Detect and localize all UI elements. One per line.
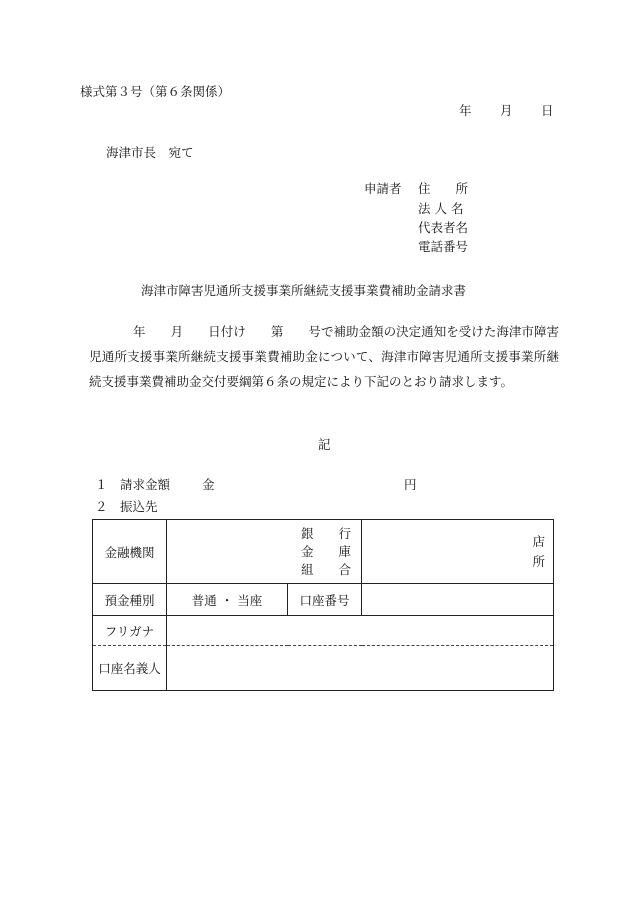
applicant-representative-label: 代表者名 — [418, 220, 469, 235]
ki-heading: 記 — [318, 437, 331, 452]
holder-row — [93, 646, 554, 691]
furigana-label: フリガナ — [93, 616, 167, 646]
applicant-address-label: 住 所 — [418, 181, 469, 196]
applicant-corporation-label: 法 人 名 — [418, 201, 464, 216]
item-1-kin: 金 — [202, 477, 215, 492]
form-number: 様式第３号（第６条関係） — [80, 84, 231, 99]
institution-label: 金融機関 — [93, 520, 167, 584]
date-year: 年 — [459, 103, 472, 118]
item-2-label: 振込先 — [120, 499, 158, 514]
institution-cell[interactable] — [167, 520, 362, 584]
item-2-number: ２ — [95, 499, 108, 514]
branch-type-ten: 店 — [532, 533, 545, 549]
item-1-label: 請求金額 — [120, 477, 171, 492]
branch-type-sho: 所 — [532, 553, 545, 569]
document-title: 海津市障害児通所支援事業所継続支援事業費補助金請求書 — [141, 283, 467, 298]
institution-type-bank: 銀 行 — [301, 525, 352, 541]
institution-row — [93, 520, 554, 584]
account-number-cell[interactable] — [362, 584, 554, 616]
addressee: 海津市長 宛て — [106, 145, 194, 160]
applicant-label: 申請者 — [364, 181, 402, 196]
holder-cell[interactable] — [167, 646, 554, 691]
applicant-phone-label: 電話番号 — [418, 239, 469, 254]
institution-type-kinko: 金 庫 — [301, 543, 352, 559]
branch-types — [362, 532, 553, 572]
date-month: 月 — [500, 103, 513, 118]
account-number-label: 口座番号 — [288, 584, 362, 616]
item-1-number: １ — [95, 477, 108, 492]
date-day: 日 — [541, 103, 554, 118]
bank-table — [92, 519, 554, 691]
holder-label: 口座名義人 — [93, 646, 167, 691]
institution-type-kumiai: 組 合 — [301, 561, 352, 577]
furigana-cell[interactable] — [167, 616, 554, 646]
deposit-row — [93, 584, 554, 616]
branch-cell[interactable] — [362, 520, 554, 584]
item-1-yen: 円 — [404, 477, 417, 492]
deposit-type-label: 預金種別 — [93, 584, 167, 616]
furigana-row — [93, 616, 554, 646]
body-paragraph: 年 月 日付け 第 号で補助金額の決定通知を受けた海津市障害児通所支援事業所継続支援事業費補助金について、海津市障害児通所支援事業所継続支援事業費補助金交付要綱第６条の規定により下記のとおり請求します。 — [89, 324, 559, 389]
deposit-type-value[interactable]: 普通 ・ 当座 — [167, 584, 288, 616]
institution-types — [167, 525, 361, 579]
